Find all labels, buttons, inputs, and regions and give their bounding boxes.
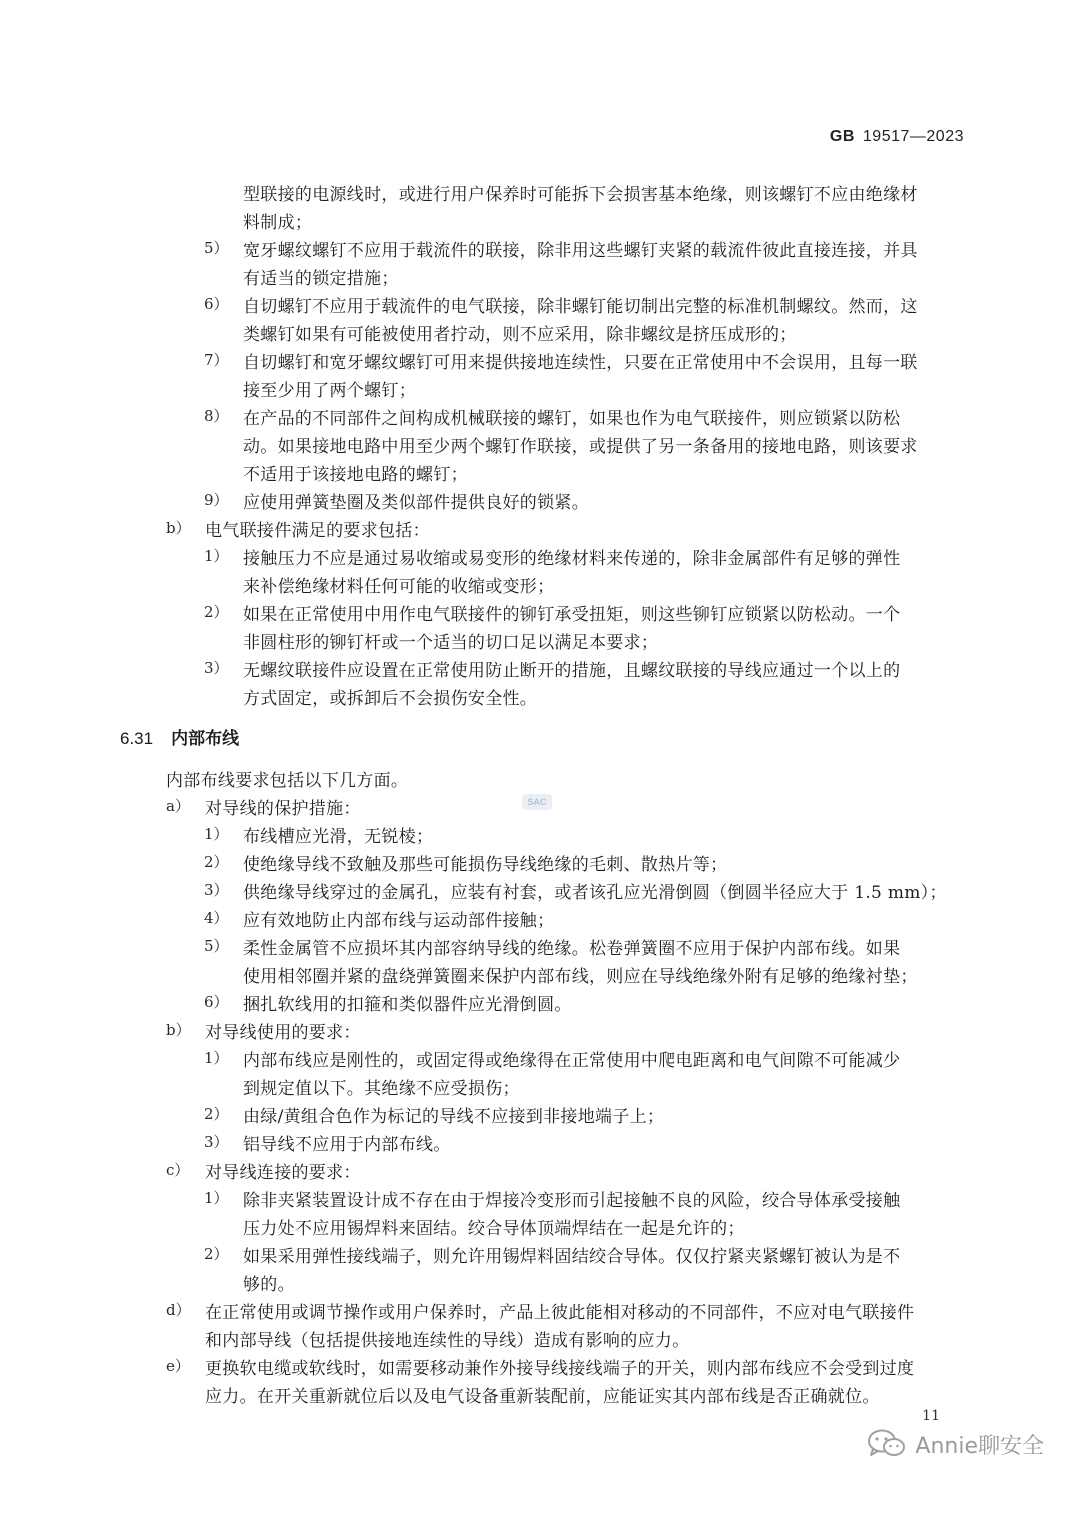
item-number: 2） — [204, 853, 229, 871]
text-line: 应有效地防止内部布线与运动部件接触； — [243, 911, 555, 931]
text-line: 非圆柱形的铆钉杆或一个适当的切口足以满足本要求； — [243, 633, 659, 653]
section-heading — [120, 724, 239, 749]
section-title: 内部布线 — [171, 729, 240, 748]
item-number: a） — [166, 797, 190, 815]
text-line: 内部布线应是刚性的，或固定得或绝缘得在正常使用中爬电距离和电气间隙不可能减少 — [243, 1051, 901, 1071]
page-number: 11 — [922, 1408, 940, 1424]
item-number: 2） — [204, 1105, 229, 1123]
item-number: b） — [166, 1021, 191, 1039]
text-line: 柔性金属管不应损坏其内部容纳导线的绝缘。松卷弹簧圈不应用于保护内部布线。如果 — [243, 939, 901, 959]
text-line: 布线槽应光滑，无锐棱； — [243, 827, 434, 847]
standard-header — [830, 128, 964, 146]
item-number: b） — [166, 519, 191, 537]
text-line: 自切螺钉和宽牙螺纹螺钉可用来提供接地连续性，只要在正常使用中不会误用，且每一联 — [243, 353, 918, 373]
text-line: 在正常使用或调节操作或用户保养时，产品上彼此能相对移动的不同部件，不应对电气联接件 — [205, 1303, 915, 1323]
text-line: 类螺钉如果有可能被使用者拧动，则不应采用，除非螺纹是挤压成形的； — [243, 325, 797, 345]
text-line: 如果采用弹性接线端子，则允许用锡焊料固结绞合导体。仅仅拧紧夹紧螺钉被认为是不 — [243, 1247, 901, 1267]
text-line: 到规定值以下。其绝缘不应受损伤； — [243, 1079, 520, 1099]
item-number: 8） — [204, 407, 229, 425]
watermark-text: Annie聊安全 — [915, 1433, 1044, 1459]
text-line: 料制成； — [243, 213, 313, 233]
section-number: 6.31 — [120, 729, 154, 748]
item-number: 9） — [204, 491, 229, 509]
text-line: 动。如果接地电路中用至少两个螺钉作联接，或提供了另一条备用的接地电路，则该要求 — [243, 437, 918, 457]
item-number: d） — [166, 1301, 191, 1319]
text-line: 型联接的电源线时，或进行用户保养时可能拆下会损害基本绝缘，则该螺钉不应由绝缘材 — [243, 185, 918, 205]
item-number: 6） — [204, 993, 229, 1011]
text-line: 应使用弹簧垫圈及类似部件提供良好的锁紧。 — [243, 493, 589, 513]
text-line: 使绝缘导线不致触及那些可能损伤导线绝缘的毛刺、散热片等； — [243, 855, 728, 875]
text-line: 有适当的锁定措施； — [243, 269, 399, 289]
text-line: 捆扎软线用的扣箍和类似器件应光滑倒圆。 — [243, 995, 572, 1015]
item-number: 4） — [204, 909, 229, 927]
text-line: 内部布线要求包括以下几方面。 — [166, 771, 409, 791]
standard-code: GB — [829, 128, 855, 145]
item-number: 2） — [204, 603, 229, 621]
text-line: 接触压力不应是通过易收缩或易变形的绝缘材料来传递的，除非金属部件有足够的弹性 — [243, 549, 901, 569]
text-line: 除非夹紧装置设计成不存在由于焊接冷变形而引起接触不良的风险，绞合导体承受接触 — [243, 1191, 901, 1211]
text-line: 宽牙螺纹螺钉不应用于载流件的联接，除非用这些螺钉夹紧的载流件彼此直接连接，并具 — [243, 241, 918, 261]
item-number: 1） — [204, 547, 229, 565]
watermark — [867, 1426, 1044, 1462]
item-number: e） — [166, 1357, 190, 1375]
text-line: 够的。 — [243, 1275, 295, 1295]
text-line: 在产品的不同部件之间构成机械联接的螺钉，如果也作为电气联接件，则应锁紧以防松 — [243, 409, 901, 429]
item-number: 3） — [204, 881, 229, 899]
text-line: 方式固定，或拆卸后不会损伤安全性。 — [243, 689, 538, 709]
text-line: 压力处不应用锡焊料来固结。绞合导体顶端焊结在一起是允许的； — [243, 1219, 745, 1239]
text-line: 对导线连接的要求： — [205, 1163, 361, 1183]
text-line: 来补偿绝缘材料任何可能的收缩或变形； — [243, 577, 555, 597]
text-line: 更换软电缆或软线时，如需要移动兼作外接导线接线端子的开关，则内部布线应不会受到过度 — [205, 1359, 915, 1379]
text-line: 应力。在开关重新就位后以及电气设备重新装配前，应能证实其内部布线是否正确就位。 — [205, 1387, 880, 1407]
text-line: 接至少用了两个螺钉； — [243, 381, 416, 401]
item-number: 6） — [204, 295, 229, 313]
item-number: 1） — [204, 825, 229, 843]
item-number: 3） — [204, 1133, 229, 1151]
text-line: 如果在正常使用中用作电气联接件的铆钉承受扭矩，则这些铆钉应锁紧以防松动。一个 — [243, 605, 901, 625]
text-line: 对导线使用的要求： — [205, 1023, 361, 1043]
text-line: 由绿/黄组合色作为标记的导线不应接到非接地端子上； — [243, 1107, 665, 1127]
text-line: 自切螺钉不应用于载流件的电气联接，除非螺钉能切制出完整的标准机制螺纹。然而，这 — [243, 297, 918, 317]
text-line: 无螺纹联接件应设置在正常使用防止断开的措施，且螺纹联接的导线应通过一个以上的 — [243, 661, 901, 681]
text-line: 电气联接件满足的要求包括： — [205, 521, 430, 541]
item-number: 1） — [204, 1049, 229, 1067]
text-line: 不适用于该接地电路的螺钉； — [243, 465, 468, 485]
text-line: 供绝缘导线穿过的金属孔，应装有衬套，或者该孔应光滑倒圆（倒圆半径应大于 1.5 mm）； — [243, 883, 947, 903]
item-number: 5） — [204, 937, 229, 955]
standard-number: 19517—2023 — [862, 128, 964, 145]
sac-stamp-logo: SAC — [522, 794, 552, 810]
item-number: 1） — [204, 1189, 229, 1207]
text-line: 和内部导线（包括提供接地连续性的导线）造成有影响的应力。 — [205, 1331, 690, 1351]
wechat-icon — [867, 1428, 907, 1460]
item-number: 7） — [204, 351, 229, 369]
text-line: 使用相邻圈并紧的盘绕弹簧圈来保护内部布线，则应在导线绝缘外附有足够的绝缘衬垫； — [243, 967, 918, 987]
text-line: 铝导线不应用于内部布线。 — [243, 1135, 451, 1155]
text-line: 对导线的保护措施： — [205, 799, 361, 819]
item-number: c） — [166, 1161, 190, 1179]
item-number: 2） — [204, 1245, 229, 1263]
item-number: 3） — [204, 659, 229, 677]
item-number: 5） — [204, 239, 229, 257]
